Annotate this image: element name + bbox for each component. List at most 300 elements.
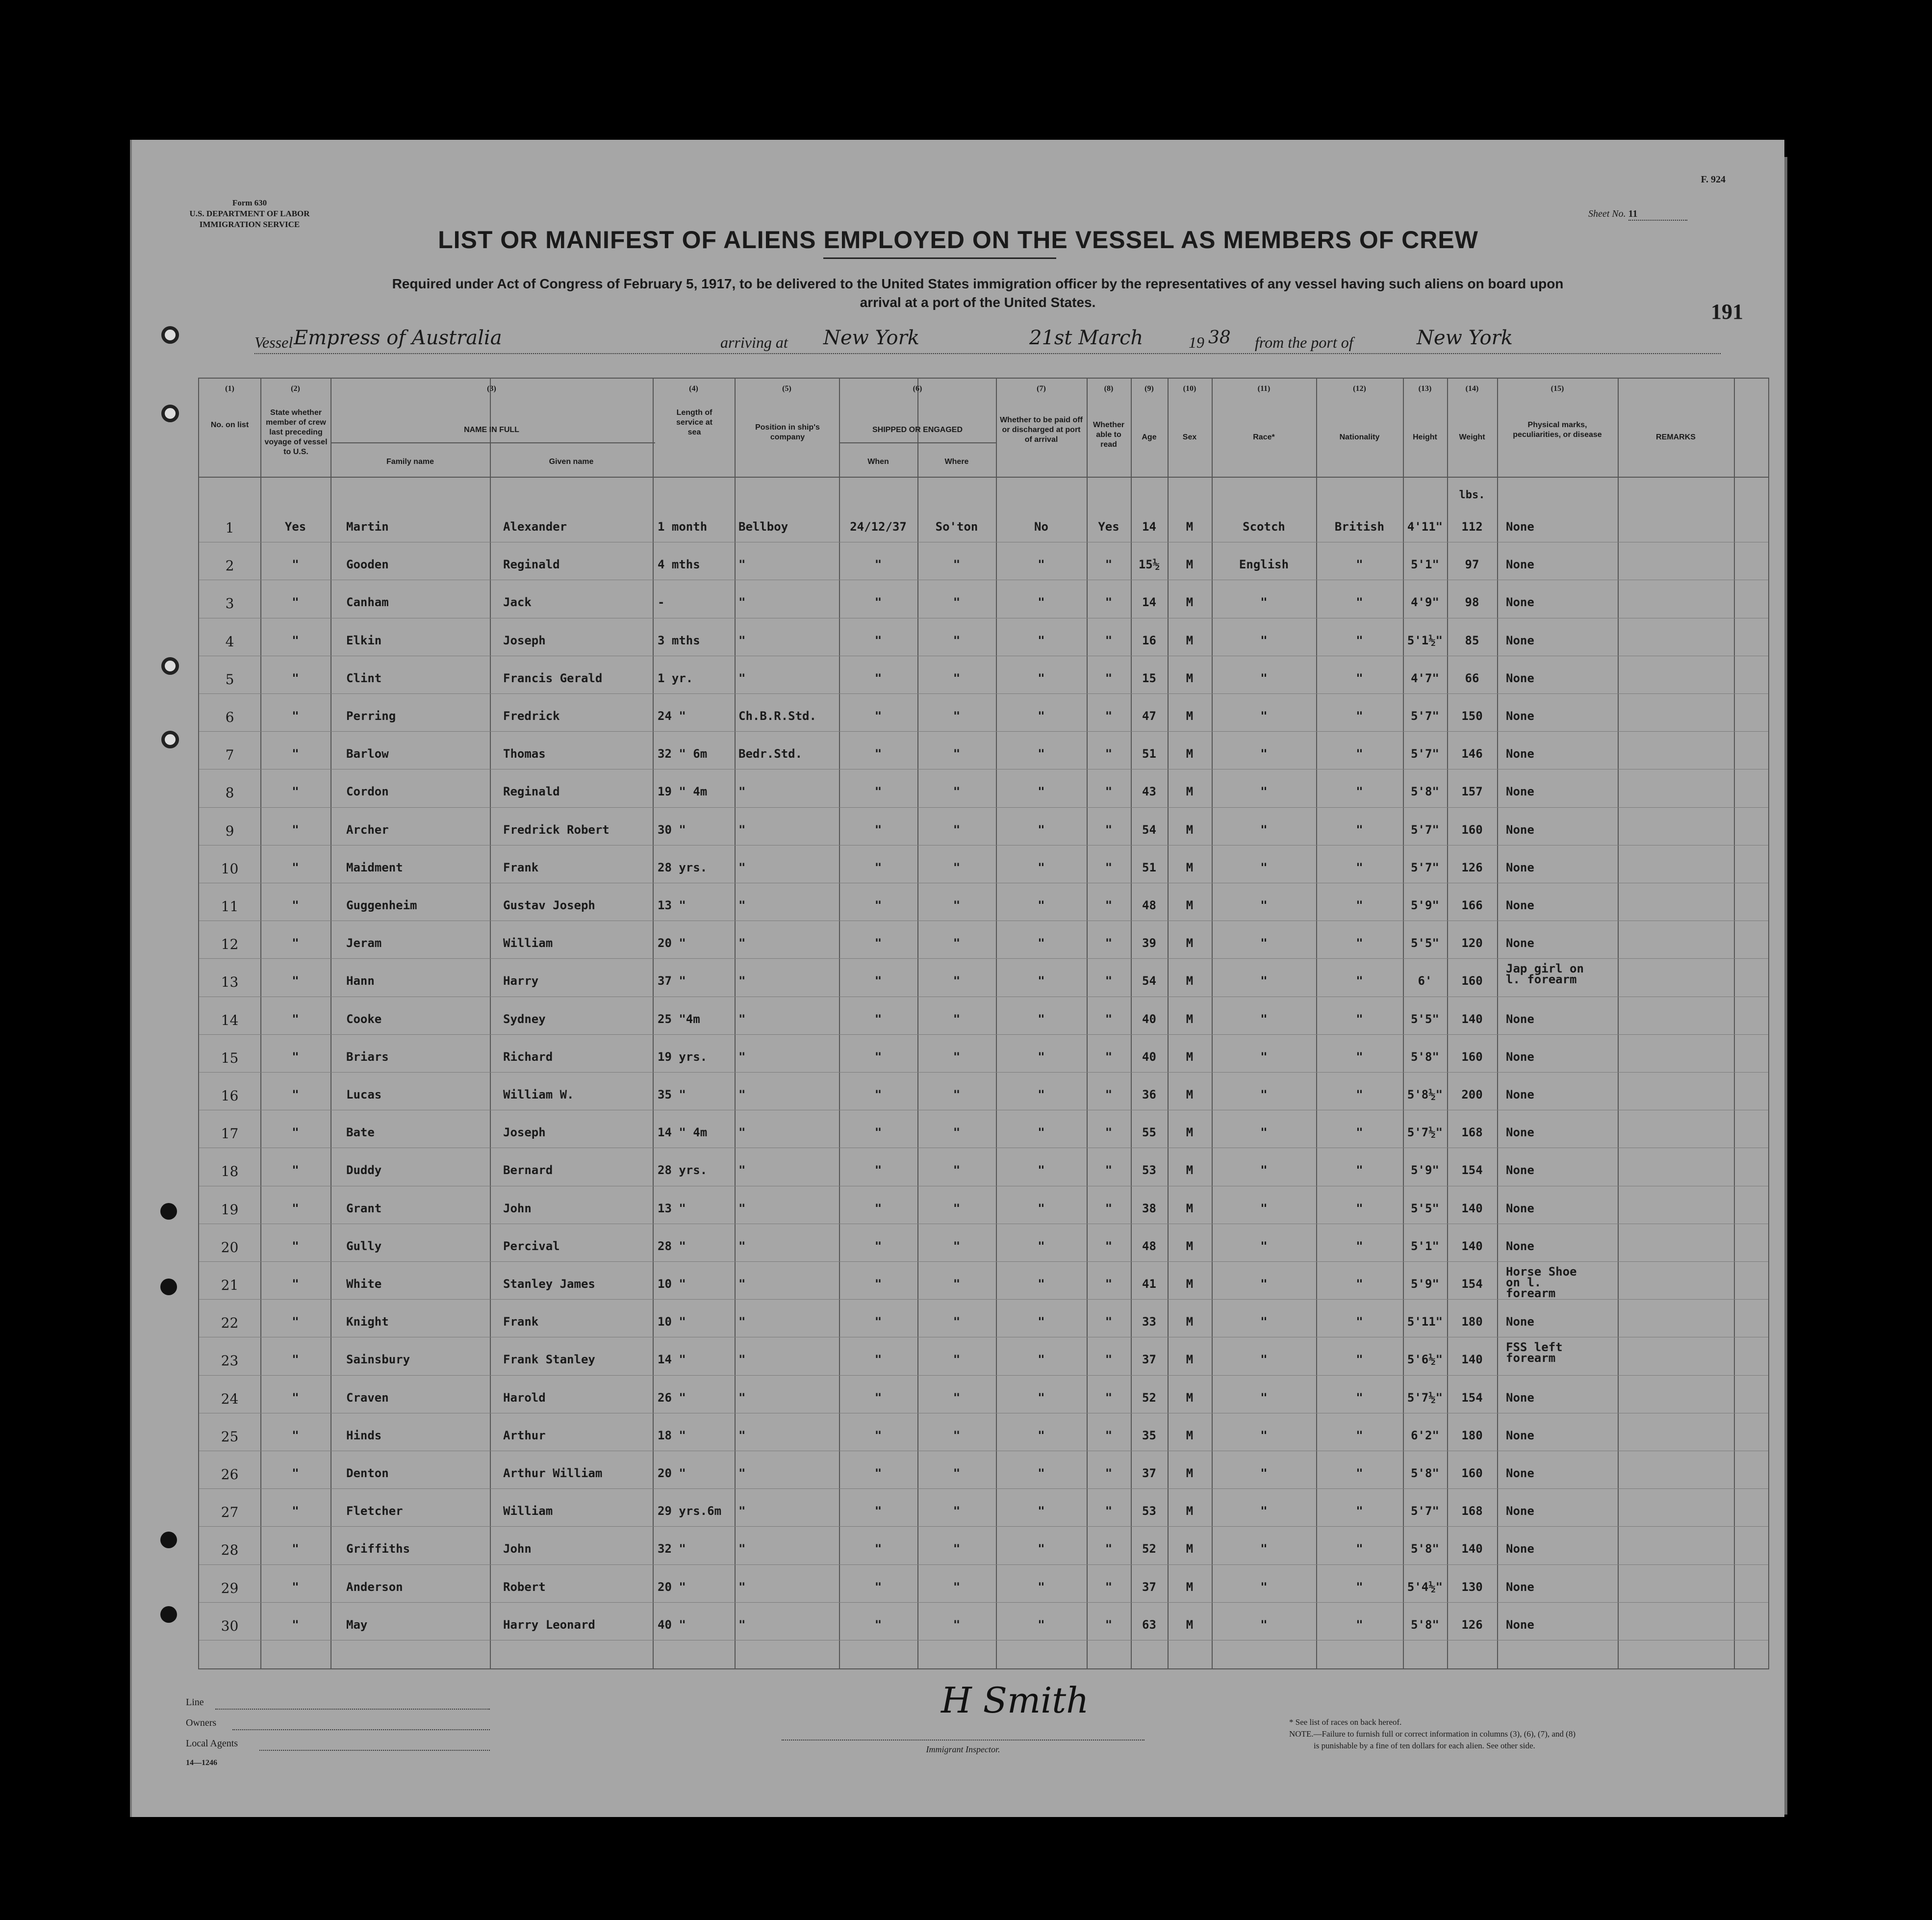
- cell-nationality: ": [1356, 1428, 1363, 1442]
- cell-given-name: Frank: [503, 860, 539, 874]
- cell-weight: 166: [1461, 898, 1483, 912]
- cell-nationality: ": [1356, 1466, 1363, 1480]
- cell-crew-status: ": [292, 898, 299, 912]
- cell-sex: M: [1186, 785, 1194, 799]
- header-able-to-read: Whether able to read: [1093, 421, 1124, 449]
- cell-race: ": [1260, 1353, 1268, 1367]
- cell-given-name: Fredrick: [503, 709, 560, 723]
- cell-row-number: 17: [221, 1126, 239, 1142]
- department-name: U.S. DEPARTMENT OF LABOR: [189, 209, 310, 218]
- cell-height: 5'1": [1411, 558, 1439, 572]
- cell-race: ": [1260, 1315, 1268, 1329]
- cell-able-to-read: ": [1105, 898, 1113, 912]
- form-code: F. 924: [1701, 174, 1726, 185]
- cell-position: ": [738, 1012, 746, 1026]
- table-row: [199, 696, 1768, 734]
- cell-service-length: 4 mths: [658, 558, 700, 572]
- header-remarks: REMARKS: [1656, 433, 1696, 441]
- cell-paid-off: ": [1038, 1315, 1045, 1329]
- cell-age: 35: [1142, 1428, 1156, 1442]
- cell-physical-marks: None: [1506, 936, 1534, 950]
- sheet-number: 11: [1628, 208, 1687, 221]
- table-row: [199, 999, 1768, 1037]
- year-suffix: 38: [1208, 328, 1231, 348]
- cell-given-name: Richard: [503, 1050, 553, 1064]
- col-num-6: (6): [913, 384, 922, 393]
- cell-sex: M: [1186, 1050, 1194, 1064]
- cell-height: 4'11": [1407, 520, 1443, 534]
- cell-weight: 112: [1461, 520, 1483, 534]
- cell-family-name: Briars: [346, 1050, 389, 1064]
- cell-sex: M: [1186, 1088, 1194, 1101]
- cell-shipped-when: ": [874, 974, 882, 988]
- cell-shipped-when: ": [874, 785, 882, 799]
- from-port: New York: [1417, 327, 1513, 349]
- cell-race: ": [1260, 1542, 1268, 1556]
- cell-able-to-read: Yes: [1098, 520, 1119, 534]
- cell-nationality: ": [1356, 898, 1363, 912]
- cell-position: ": [738, 936, 746, 950]
- cell-crew-status: ": [292, 1201, 299, 1215]
- cell-position: ": [738, 633, 746, 647]
- cell-service-length: 30 ": [658, 822, 686, 837]
- cell-age: 36: [1142, 1088, 1156, 1101]
- table-row: [199, 1416, 1768, 1453]
- cell-physical-marks: None: [1506, 1201, 1534, 1215]
- cell-physical-marks: None: [1506, 1088, 1534, 1101]
- service-name: IMMIGRATION SERVICE: [199, 220, 300, 229]
- header-length-of-service: Length of service at sea: [676, 409, 712, 436]
- cell-sex: M: [1186, 1126, 1194, 1140]
- cell-race: ": [1260, 747, 1268, 761]
- cell-position: ": [738, 671, 746, 685]
- cell-crew-status: ": [292, 1163, 299, 1178]
- cell-crew-status: ": [292, 1277, 299, 1291]
- cell-physical-marks: None: [1506, 1239, 1534, 1253]
- cell-crew-status: ": [292, 595, 299, 610]
- cell-given-name: William: [503, 936, 553, 950]
- cell-race: ": [1260, 633, 1268, 647]
- cell-height: 5'11": [1407, 1315, 1443, 1329]
- cell-position: ": [738, 898, 746, 912]
- cell-given-name: Harry: [503, 974, 539, 988]
- cell-nationality: ": [1356, 1390, 1363, 1405]
- footer-left: [186, 1697, 500, 1767]
- table-row: [199, 734, 1768, 771]
- cell-crew-status: ": [292, 1012, 299, 1026]
- cell-able-to-read: ": [1105, 633, 1113, 647]
- cell-crew-status: ": [292, 1315, 299, 1329]
- form-code-footer: 14—1246: [186, 1759, 217, 1767]
- cell-height: 5'8": [1411, 1542, 1439, 1556]
- cell-height: 5'9": [1411, 898, 1439, 912]
- punch-hole: [160, 1532, 177, 1548]
- header-name-in-full: NAME IN FULL: [464, 426, 519, 434]
- cell-position: ": [738, 1201, 746, 1215]
- table-row: [199, 1113, 1768, 1150]
- cell-sex: M: [1186, 1239, 1194, 1253]
- cell-family-name: Anderson: [346, 1580, 403, 1594]
- local-agents-field: [186, 1738, 500, 1759]
- cell-paid-off: ": [1038, 1201, 1045, 1215]
- cell-crew-status: ": [292, 1617, 299, 1632]
- cell-physical-marks: None: [1506, 709, 1534, 723]
- cell-given-name: Joseph: [503, 1126, 546, 1140]
- cell-given-name: Gustav Joseph: [503, 898, 595, 912]
- cell-able-to-read: ": [1105, 785, 1113, 799]
- cell-shipped-when: ": [874, 1277, 882, 1291]
- cell-age: 16: [1142, 633, 1156, 647]
- cell-height: 6': [1418, 974, 1432, 988]
- cell-sex: M: [1186, 898, 1194, 912]
- col-num-5: (5): [782, 384, 791, 393]
- cell-crew-status: ": [292, 633, 299, 647]
- col-num-10: (10): [1183, 384, 1196, 393]
- cell-crew-status: ": [292, 1126, 299, 1140]
- col-num-8: (8): [1104, 384, 1114, 393]
- cell-service-length: 37 ": [658, 974, 686, 988]
- cell-row-number: 4: [225, 633, 234, 650]
- page-stamp: 191: [1711, 300, 1743, 324]
- cell-shipped-when: ": [874, 1617, 882, 1632]
- cell-shipped-where: ": [953, 1353, 961, 1367]
- table-row: [199, 583, 1768, 620]
- cell-shipped-where: So'ton: [935, 520, 978, 534]
- cell-paid-off: ": [1038, 1012, 1045, 1026]
- cell-able-to-read: ": [1105, 1126, 1113, 1140]
- cell-row-number: 6: [225, 709, 234, 725]
- cell-shipped-when: ": [874, 595, 882, 610]
- cell-row-number: 20: [221, 1239, 239, 1255]
- table-row: [199, 621, 1768, 658]
- cell-shipped-where: ": [953, 1617, 961, 1632]
- cell-service-length: 28 yrs.: [658, 1163, 708, 1178]
- cell-race: ": [1260, 1277, 1268, 1291]
- cell-age: 40: [1142, 1050, 1156, 1064]
- cell-service-length: 35 ": [658, 1088, 686, 1101]
- cell-sex: M: [1186, 520, 1194, 534]
- cell-crew-status: ": [292, 860, 299, 874]
- cell-nationality: ": [1356, 1239, 1363, 1253]
- cell-height: 5'4½": [1407, 1580, 1443, 1594]
- cell-nationality: ": [1356, 558, 1363, 572]
- inspector-signature: H Smith: [941, 1680, 1089, 1721]
- cell-sex: M: [1186, 936, 1194, 950]
- cell-row-number: 25: [221, 1428, 239, 1445]
- cell-service-length: 3 mths: [658, 633, 700, 647]
- cell-height: 5'5": [1411, 936, 1439, 950]
- cell-family-name: May: [346, 1617, 368, 1632]
- cell-paid-off: ": [1038, 1390, 1045, 1405]
- cell-paid-off: ": [1038, 1353, 1045, 1367]
- cell-service-length: 10 ": [658, 1277, 686, 1291]
- cell-shipped-when: ": [874, 898, 882, 912]
- cell-family-name: Barlow: [346, 747, 389, 761]
- cell-position: ": [738, 1504, 746, 1518]
- cell-nationality: ": [1356, 1542, 1363, 1556]
- cell-weight: 140: [1461, 1012, 1483, 1026]
- cell-crew-status: ": [292, 1428, 299, 1442]
- cell-crew-status: ": [292, 1353, 299, 1367]
- table-row: [199, 1227, 1768, 1264]
- cell-row-number: 2: [225, 558, 234, 574]
- cell-height: 5'5": [1411, 1012, 1439, 1026]
- cell-physical-marks: None: [1506, 671, 1534, 685]
- cell-shipped-where: ": [953, 785, 961, 799]
- from-port-label: from the port of: [1255, 333, 1353, 351]
- cell-crew-status: ": [292, 785, 299, 799]
- cell-given-name: Stanley James: [503, 1277, 595, 1291]
- cell-family-name: Gooden: [346, 558, 389, 572]
- cell-age: 14: [1142, 595, 1156, 610]
- cell-given-name: Harold: [503, 1390, 546, 1405]
- cell-age: 47: [1142, 709, 1156, 723]
- cell-able-to-read: ": [1105, 558, 1113, 572]
- cell-physical-marks: None: [1506, 1315, 1534, 1329]
- cell-row-number: 28: [221, 1542, 239, 1559]
- vessel-line: [254, 329, 1721, 354]
- cell-shipped-when: ": [874, 936, 882, 950]
- header-nationality: Nationality: [1339, 433, 1380, 441]
- year-prefix: 19: [1189, 333, 1204, 351]
- cell-nationality: ": [1356, 1315, 1363, 1329]
- cell-given-name: Francis Gerald: [503, 671, 603, 685]
- cell-age: 43: [1142, 785, 1156, 799]
- arriving-label: arriving at: [720, 333, 788, 351]
- cell-paid-off: ": [1038, 1504, 1045, 1518]
- cell-weight: 180: [1461, 1315, 1483, 1329]
- cell-race: English: [1239, 558, 1289, 572]
- cell-nationality: ": [1356, 1163, 1363, 1178]
- cell-physical-marks: None: [1506, 633, 1534, 647]
- cell-weight: 140: [1461, 1542, 1483, 1556]
- cell-position: ": [738, 860, 746, 874]
- cell-position: ": [738, 1277, 746, 1291]
- cell-physical-marks: None: [1506, 747, 1534, 761]
- arriving-port: New York: [823, 327, 919, 349]
- cell-shipped-when: ": [874, 709, 882, 723]
- cell-nationality: ": [1356, 1353, 1363, 1367]
- cell-weight: 140: [1461, 1201, 1483, 1215]
- cell-shipped-where: ": [953, 860, 961, 874]
- cell-paid-off: ": [1038, 633, 1045, 647]
- cell-crew-status: ": [292, 1542, 299, 1556]
- cell-row-number: 29: [221, 1580, 239, 1596]
- cell-height: 5'7½": [1407, 1390, 1443, 1405]
- table-row: [199, 659, 1768, 696]
- cell-able-to-read: ": [1105, 1504, 1113, 1518]
- cell-shipped-when: ": [874, 1542, 882, 1556]
- cell-height: 5'9": [1411, 1163, 1439, 1178]
- cell-able-to-read: ": [1105, 1277, 1113, 1291]
- table-row: [199, 1037, 1768, 1075]
- cell-shipped-when: ": [874, 1012, 882, 1026]
- cell-age: 51: [1142, 747, 1156, 761]
- note-penalty-2: is punishable by a fine of ten dollars for each alien. See other side.: [1314, 1741, 1535, 1750]
- cell-shipped-where: ": [953, 1315, 961, 1329]
- cell-crew-status: ": [292, 709, 299, 723]
- cell-shipped-when: ": [874, 1315, 882, 1329]
- cell-position: ": [738, 1163, 746, 1178]
- form-number: Form 630: [232, 198, 267, 207]
- cell-family-name: Martin: [346, 520, 389, 534]
- cell-family-name: Clint: [346, 671, 382, 685]
- cell-shipped-when: ": [874, 1580, 882, 1594]
- cell-service-length: 28 ": [658, 1239, 686, 1253]
- cell-family-name: Archer: [346, 822, 389, 837]
- cell-shipped-when: ": [874, 633, 882, 647]
- punch-hole: [161, 731, 179, 748]
- cell-shipped-where: ": [953, 1201, 961, 1215]
- cell-given-name: Frank: [503, 1315, 539, 1329]
- cell-row-number: 10: [221, 860, 239, 877]
- cell-row-number: 13: [221, 974, 239, 991]
- cell-race: ": [1260, 1428, 1268, 1442]
- punch-hole: [161, 657, 179, 675]
- cell-age: 52: [1142, 1390, 1156, 1405]
- cell-nationality: ": [1356, 595, 1363, 610]
- cell-height: 5'9": [1411, 1277, 1439, 1291]
- cell-given-name: Fredrick Robert: [503, 822, 610, 837]
- cell-crew-status: ": [292, 1088, 299, 1101]
- cell-physical-marks: None: [1506, 1390, 1534, 1405]
- cell-shipped-where: ": [953, 1390, 961, 1405]
- cell-row-number: 11: [221, 898, 239, 915]
- cell-family-name: Canham: [346, 595, 389, 610]
- cell-physical-marks: None: [1506, 1504, 1534, 1518]
- cell-race: ": [1260, 1466, 1268, 1480]
- table-row: [199, 1567, 1768, 1605]
- cell-able-to-read: ": [1105, 1390, 1113, 1405]
- cell-row-number: 24: [221, 1390, 239, 1407]
- col-num-15: (15): [1551, 384, 1564, 393]
- cell-physical-marks: None: [1506, 898, 1534, 912]
- cell-age: 63: [1142, 1617, 1156, 1632]
- col-num-4: (4): [689, 384, 698, 393]
- cell-given-name: Robert: [503, 1580, 546, 1594]
- cell-position: ": [738, 558, 746, 572]
- cell-shipped-where: ": [953, 1088, 961, 1101]
- table-row: [199, 1378, 1768, 1415]
- cell-nationality: ": [1356, 1088, 1363, 1101]
- cell-service-length: 1 yr.: [658, 671, 693, 685]
- col-num-9: (9): [1144, 384, 1154, 393]
- vessel-label: Vessel: [254, 333, 293, 351]
- cell-sex: M: [1186, 1617, 1194, 1632]
- cell-physical-marks: None: [1506, 1580, 1534, 1594]
- cell-family-name: Gully: [346, 1239, 382, 1253]
- owners-field: [186, 1717, 500, 1738]
- cell-age: 54: [1142, 822, 1156, 837]
- cell-weight: 150: [1461, 709, 1483, 723]
- table-row: [199, 886, 1768, 923]
- cell-weight: 126: [1461, 1617, 1483, 1632]
- cell-shipped-when: ": [874, 1353, 882, 1367]
- cell-shipped-where: ": [953, 1542, 961, 1556]
- cell-sex: M: [1186, 860, 1194, 874]
- sheet-number-block: [1588, 208, 1735, 221]
- punch-hole: [160, 1279, 177, 1295]
- cell-nationality: ": [1356, 709, 1363, 723]
- cell-age: 40: [1142, 1012, 1156, 1026]
- cell-shipped-where: ": [953, 1163, 961, 1178]
- cell-service-length: 13 ": [658, 898, 686, 912]
- cell-weight: 160: [1461, 1050, 1483, 1064]
- cell-position: ": [738, 1239, 746, 1253]
- cell-age: 37: [1142, 1580, 1156, 1594]
- cell-weight: 66: [1465, 671, 1479, 685]
- cell-given-name: Arthur William: [503, 1466, 603, 1480]
- cell-age: 15: [1142, 671, 1156, 685]
- cell-able-to-read: ": [1105, 1617, 1113, 1632]
- cell-given-name: John: [503, 1201, 532, 1215]
- punch-hole: [160, 1203, 177, 1220]
- cell-service-length: 14 ": [658, 1353, 686, 1367]
- header-no-on-list: No. on list: [210, 421, 249, 429]
- cell-nationality: ": [1356, 1580, 1363, 1594]
- title-underline: [823, 257, 1056, 259]
- cell-physical-marks: None: [1506, 1050, 1534, 1064]
- sheet-label: Sheet No.: [1588, 208, 1626, 219]
- cell-nationality: ": [1356, 1012, 1363, 1026]
- cell-crew-status: ": [292, 1466, 299, 1480]
- cell-physical-marks: None: [1506, 595, 1534, 610]
- cell-family-name: Hinds: [346, 1428, 382, 1442]
- cell-weight: 180: [1461, 1428, 1483, 1442]
- cell-given-name: Reginald: [503, 785, 560, 799]
- cell-nationality: ": [1356, 1504, 1363, 1518]
- cell-able-to-read: ": [1105, 1050, 1113, 1064]
- cell-shipped-when: ": [874, 1163, 882, 1178]
- header-where: Where: [944, 458, 969, 466]
- cell-given-name: Reginald: [503, 558, 560, 572]
- cell-weight: 97: [1465, 558, 1479, 572]
- note-races: * See list of races on back hereof.: [1289, 1717, 1402, 1727]
- cell-row-number: 14: [221, 1012, 239, 1028]
- cell-paid-off: ": [1038, 785, 1045, 799]
- cell-height: 5'8": [1411, 785, 1439, 799]
- cell-weight: 130: [1461, 1580, 1483, 1594]
- table-row: [199, 810, 1768, 847]
- cell-service-length: 19 " 4m: [658, 785, 708, 799]
- cell-race: ": [1260, 898, 1268, 912]
- cell-shipped-where: ": [953, 822, 961, 837]
- cell-sex: M: [1186, 595, 1194, 610]
- cell-weight: 160: [1461, 822, 1483, 837]
- cell-able-to-read: ": [1105, 1163, 1113, 1178]
- cell-row-number: 30: [221, 1617, 239, 1634]
- header-position: Position in ship's company: [755, 423, 820, 441]
- table-row: [199, 1340, 1768, 1377]
- table-row: [199, 545, 1768, 582]
- cell-shipped-where: ": [953, 1239, 961, 1253]
- cell-position: ": [738, 1088, 746, 1101]
- cell-able-to-read: ": [1105, 1201, 1113, 1215]
- manifest-table: [198, 378, 1769, 1669]
- cell-able-to-read: ": [1105, 936, 1113, 950]
- cell-sex: M: [1186, 747, 1194, 761]
- cell-nationality: ": [1356, 785, 1363, 799]
- arrival-date: 21st March: [1029, 327, 1144, 349]
- cell-position: ": [738, 785, 746, 799]
- cell-service-length: 19 yrs.: [658, 1050, 708, 1064]
- cell-age: 48: [1142, 898, 1156, 912]
- table-row: [199, 1529, 1768, 1566]
- col-num-13: (13): [1418, 384, 1432, 393]
- cell-weight: 140: [1461, 1239, 1483, 1253]
- cell-row-number: 27: [221, 1504, 239, 1521]
- cell-shipped-where: ": [953, 747, 961, 761]
